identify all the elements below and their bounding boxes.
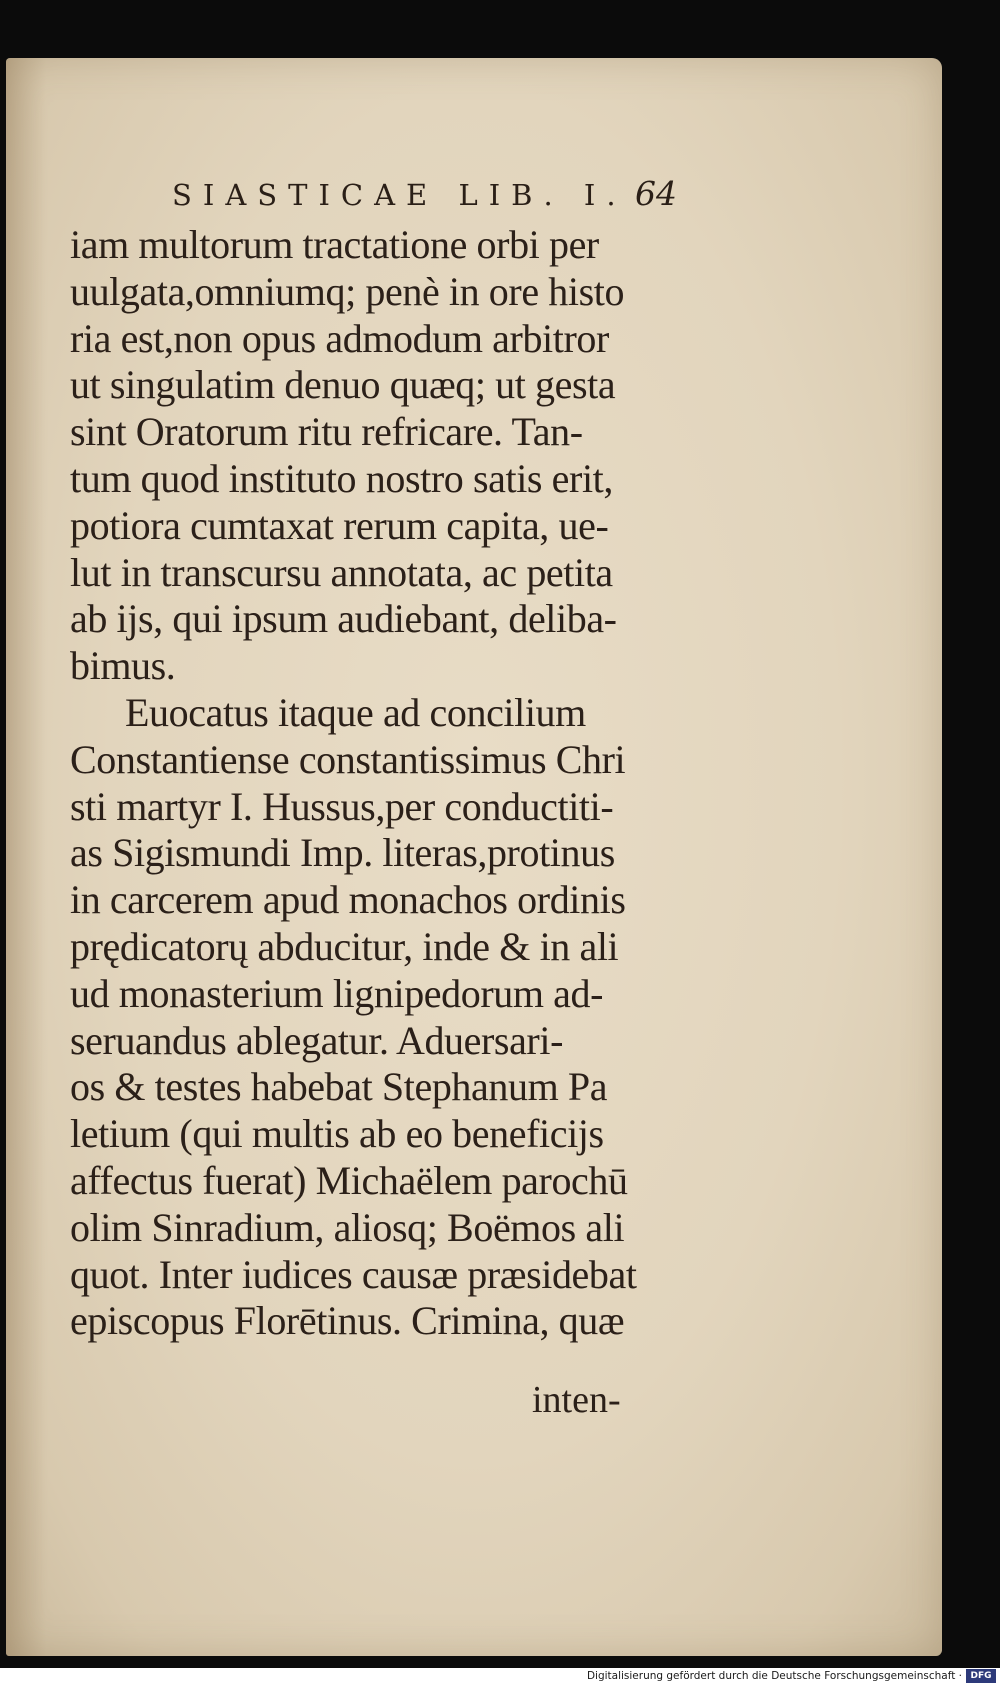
text-line: lut in transcursu annotata, ac petita — [70, 549, 613, 595]
text-line: ria est,non opus admodum arbitror — [70, 315, 609, 361]
text-line: os & testes habebat Stephanum Pa — [70, 1064, 608, 1110]
text-line: prędicatorų abducitur, inde & in ali — [70, 923, 619, 969]
text-line: ud monasterium lignipedorum ad- — [70, 970, 604, 1016]
text-line: as Sigismundi Imp. literas,protinus — [70, 830, 615, 876]
text-line: potiora cumtaxat rerum capita, ue- — [70, 502, 609, 548]
dfg-logo: DFG — [966, 1669, 996, 1683]
paragraph-start-line: Euocatus itaque ad concilium — [125, 689, 586, 735]
text-line: bimus. — [70, 643, 176, 689]
text-line: quot. Inter iudices causæ præsidebat — [70, 1251, 637, 1297]
text-line: olim Sinradium, aliosq; Boëmos ali — [70, 1204, 625, 1250]
text-line: ut singulatim denuo quæq; ut gesta — [70, 362, 616, 408]
page-number: 64 — [635, 174, 677, 213]
text-line: seruandus ablegatur. Aduersari- — [70, 1017, 563, 1063]
text-line: episcopus Florētinus. Crimina, quæ — [70, 1298, 625, 1344]
text-line: in carcerem apud monachos ordinis — [70, 877, 626, 923]
text-line: sint Oratorum ritu refricare. Tan- — [70, 409, 583, 455]
text-line: sti martyr I. Hussus,per conductiti- — [70, 783, 614, 829]
text-line: letium (qui multis ab eo beneficijs — [70, 1111, 604, 1157]
running-head: SIASTICAE LIB. I. — [172, 178, 627, 212]
text-line: affectus fuerat) Michaëlem parochū — [70, 1157, 628, 1203]
page-gutter-shadow — [6, 58, 46, 1656]
text-line: tum quod instituto nostro satis erit, — [70, 455, 613, 501]
footer-credit: Digitalisierung gefördert durch die Deutsche Forschungsgemeinschaft · — [586, 1670, 962, 1682]
text-line: ab ijs, qui ipsum audiebant, deliba- — [70, 596, 617, 642]
text-line: uulgata,omniumq; penè in ore histo — [70, 268, 625, 314]
body-text — [70, 222, 730, 1345]
text-line: iam multorum tractatione orbi per — [70, 222, 599, 267]
catchword: inten- — [532, 1379, 621, 1421]
text-line: Constantiense constantissimus Chri — [70, 736, 626, 782]
